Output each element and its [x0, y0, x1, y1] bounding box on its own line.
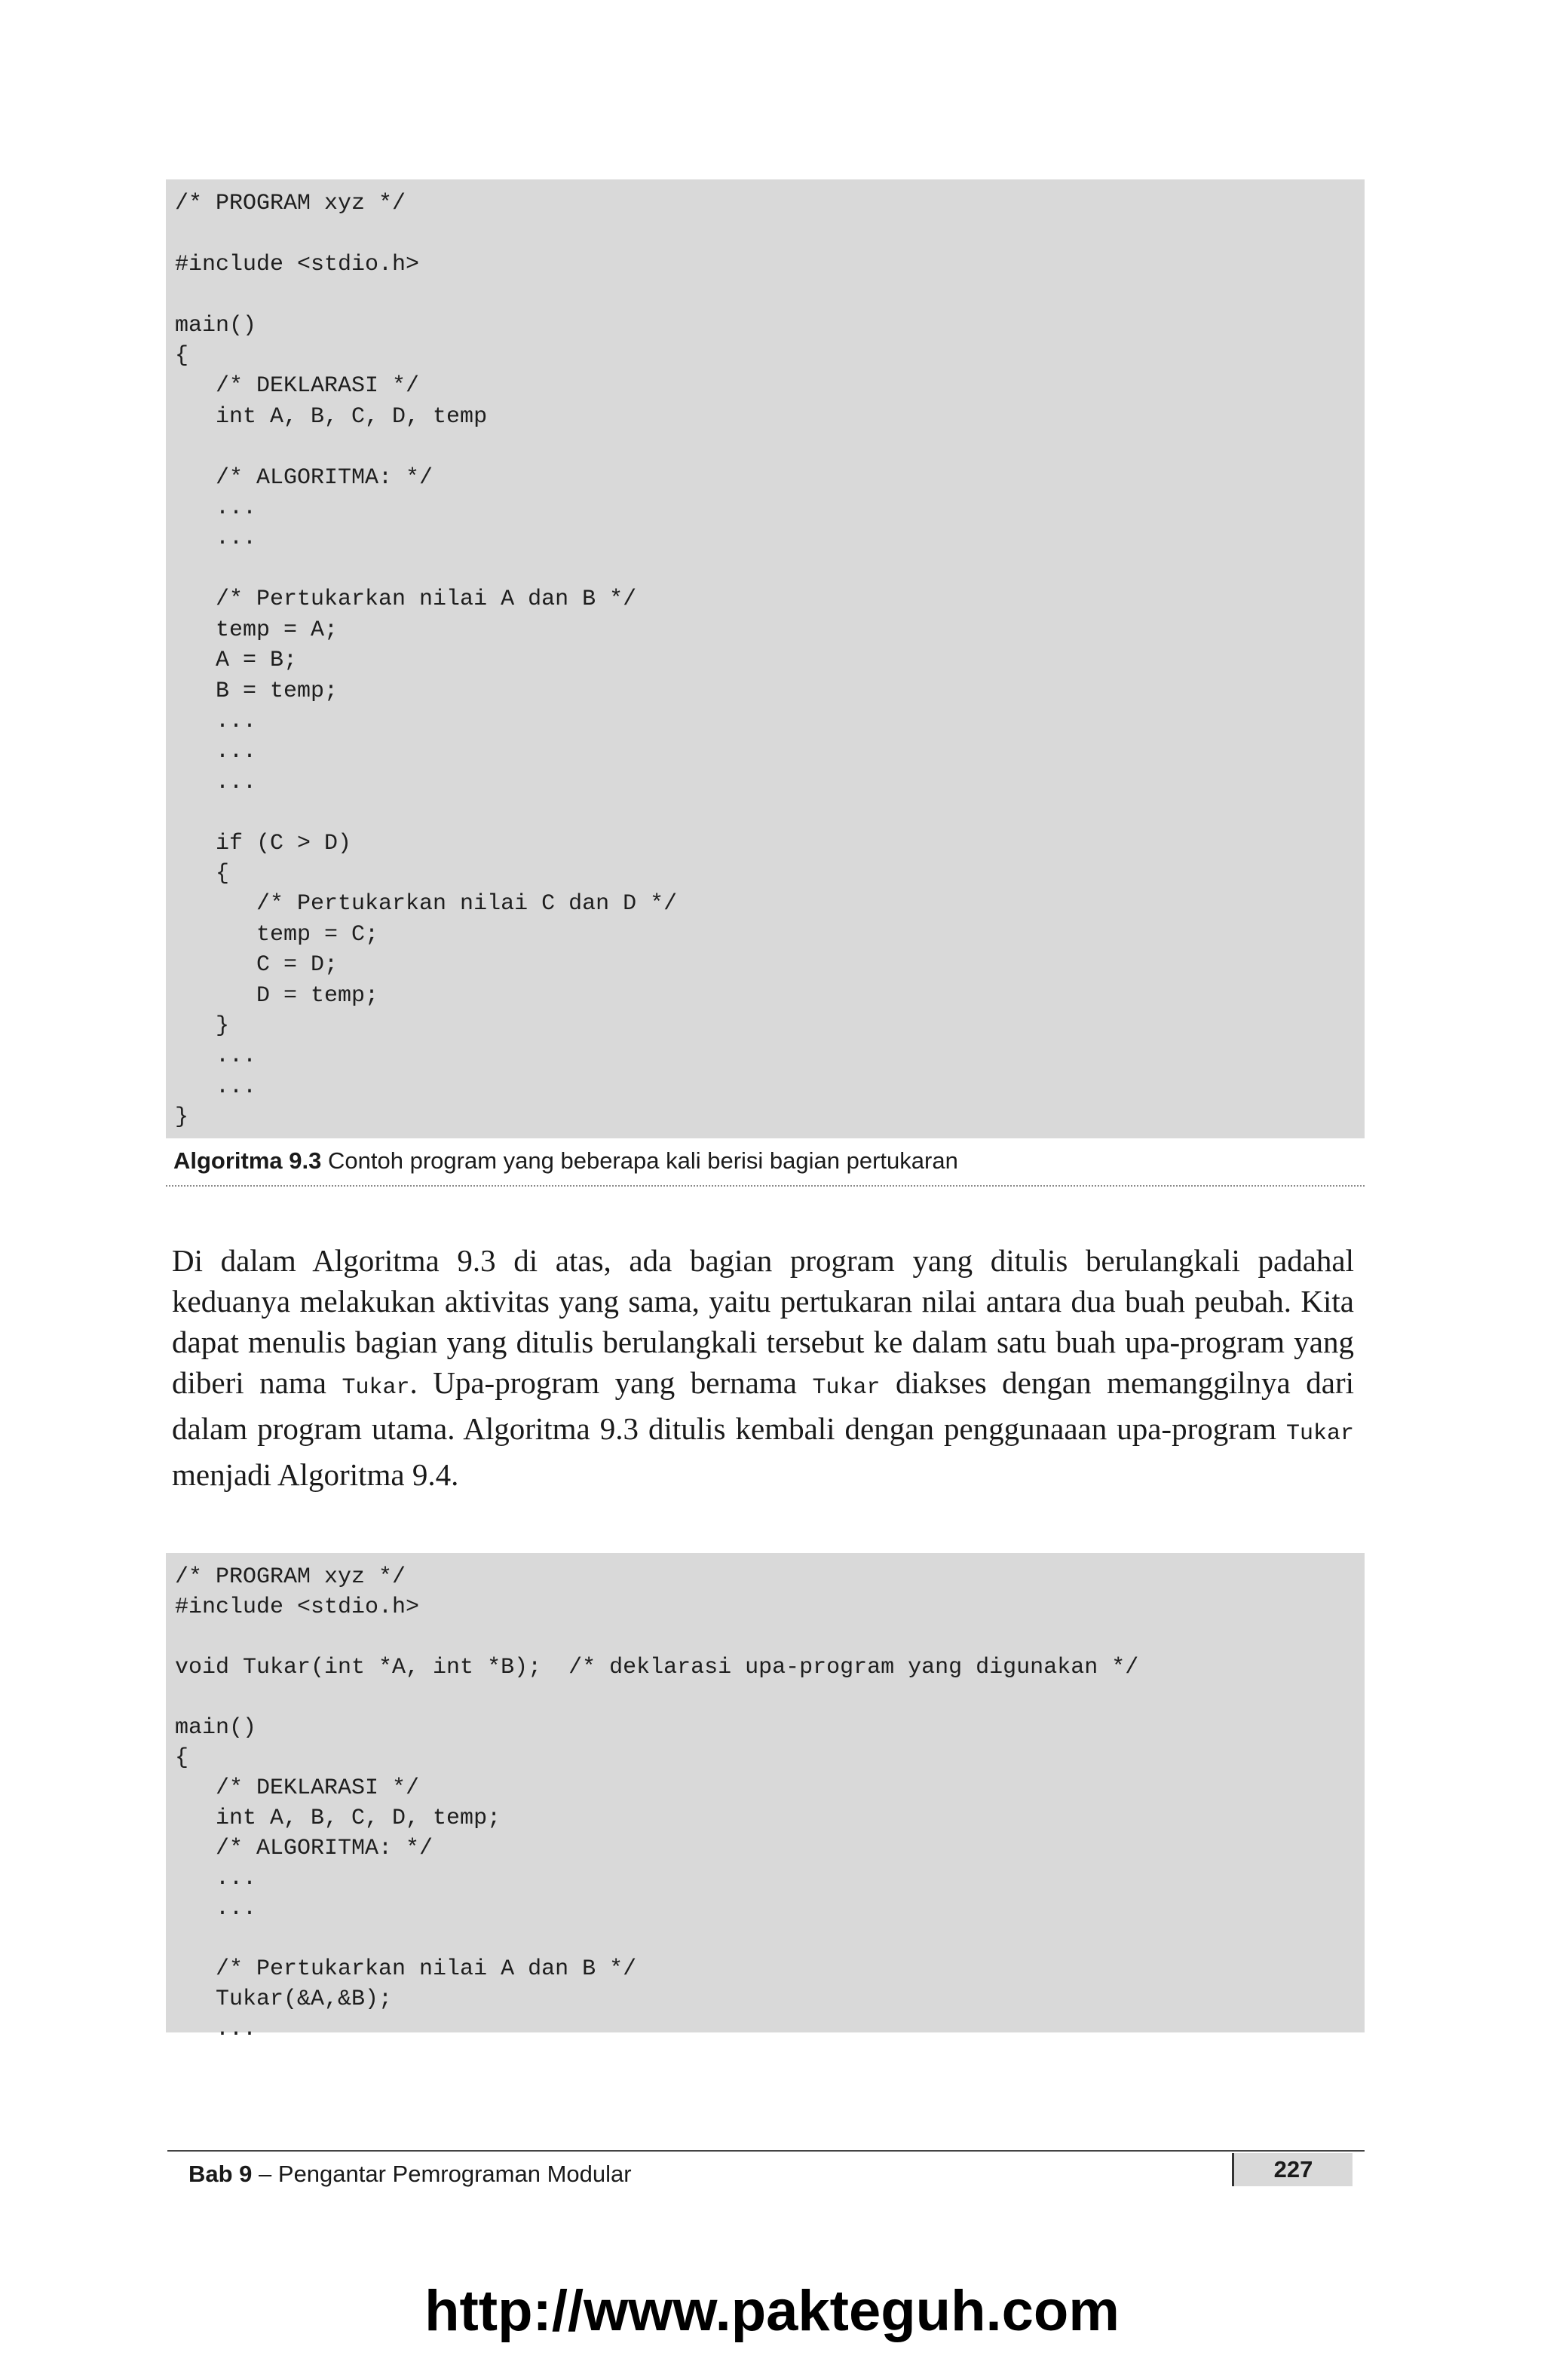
page-number: 227	[1232, 2153, 1353, 2186]
code-listing-2-text: /* PROGRAM xyz */ #include <stdio.h> void Tukar(int *A, int *B); /* deklarasi upa-program yang digunakan */ main() { /* DEKLARASI */ int A, B, C, D, temp; /* ALGORITMA: */ ... ... /* Pertukarkan nilai A dan B */ Tukar(&A,&B); ...	[175, 1564, 1139, 2042]
paragraph-part-4: menjadi Algoritma 9.4.	[172, 1457, 459, 1492]
footer-divider	[167, 2150, 1365, 2152]
algorithm-caption	[173, 1147, 958, 1175]
paragraph-part-1: Di dalam Algoritma 9.3 di atas, ada bagian program yang ditulis berulangkali padahal keduanya melakukan aktivitas yang sama, yaitu pertukaran nilai antara dua buah peubah. Kita dapat menulis bagian yang ditulis berulangkali tersebut ke dalam satu buah upa-program yang diberi nama	[172, 1243, 1354, 1400]
caption-divider	[166, 1185, 1365, 1187]
caption-label: Algoritma 9.3	[173, 1147, 322, 1174]
paragraph-part-3: diakses dengan memanggilnya dari dalam program utama. Algoritma 9.3 ditulis kembali dengan penggunaaan upa-program	[172, 1365, 1354, 1446]
footer-title: Pengantar Pemrograman Modular	[277, 2161, 632, 2187]
body-paragraph	[172, 1240, 1354, 1495]
paragraph-part-2: . Upa-program yang bernama	[409, 1365, 813, 1400]
code-listing-1-text: /* PROGRAM xyz */ #include <stdio.h> main() { /* DEKLARASI */ int A, B, C, D, temp /* ALGORITMA: */ ... ... /* Pertukarkan nilai A dan B */ temp = A; A = B; B = temp; ... ... ... if (C > D) { /* Pertukarkan nilai C dan D */ temp = C; C = D; D = temp; } ... ... }	[175, 191, 678, 1131]
code-listing-1	[166, 179, 1365, 1138]
footer-chapter-title	[188, 2161, 632, 2188]
code-listing-2	[166, 1553, 1365, 2042]
code-tukar-2: Tukar	[812, 1375, 881, 1401]
code-tukar-3: Tukar	[1285, 1421, 1354, 1447]
footer-chapter: Bab 9	[188, 2161, 253, 2187]
footer-separator: –	[252, 2161, 278, 2187]
code-tukar-1: Tukar	[342, 1375, 410, 1401]
caption-text: Contoh program yang beberapa kali berisi bagian pertukaran	[328, 1147, 958, 1174]
website-url: http://www.pakteguh.com	[424, 2279, 1120, 2343]
